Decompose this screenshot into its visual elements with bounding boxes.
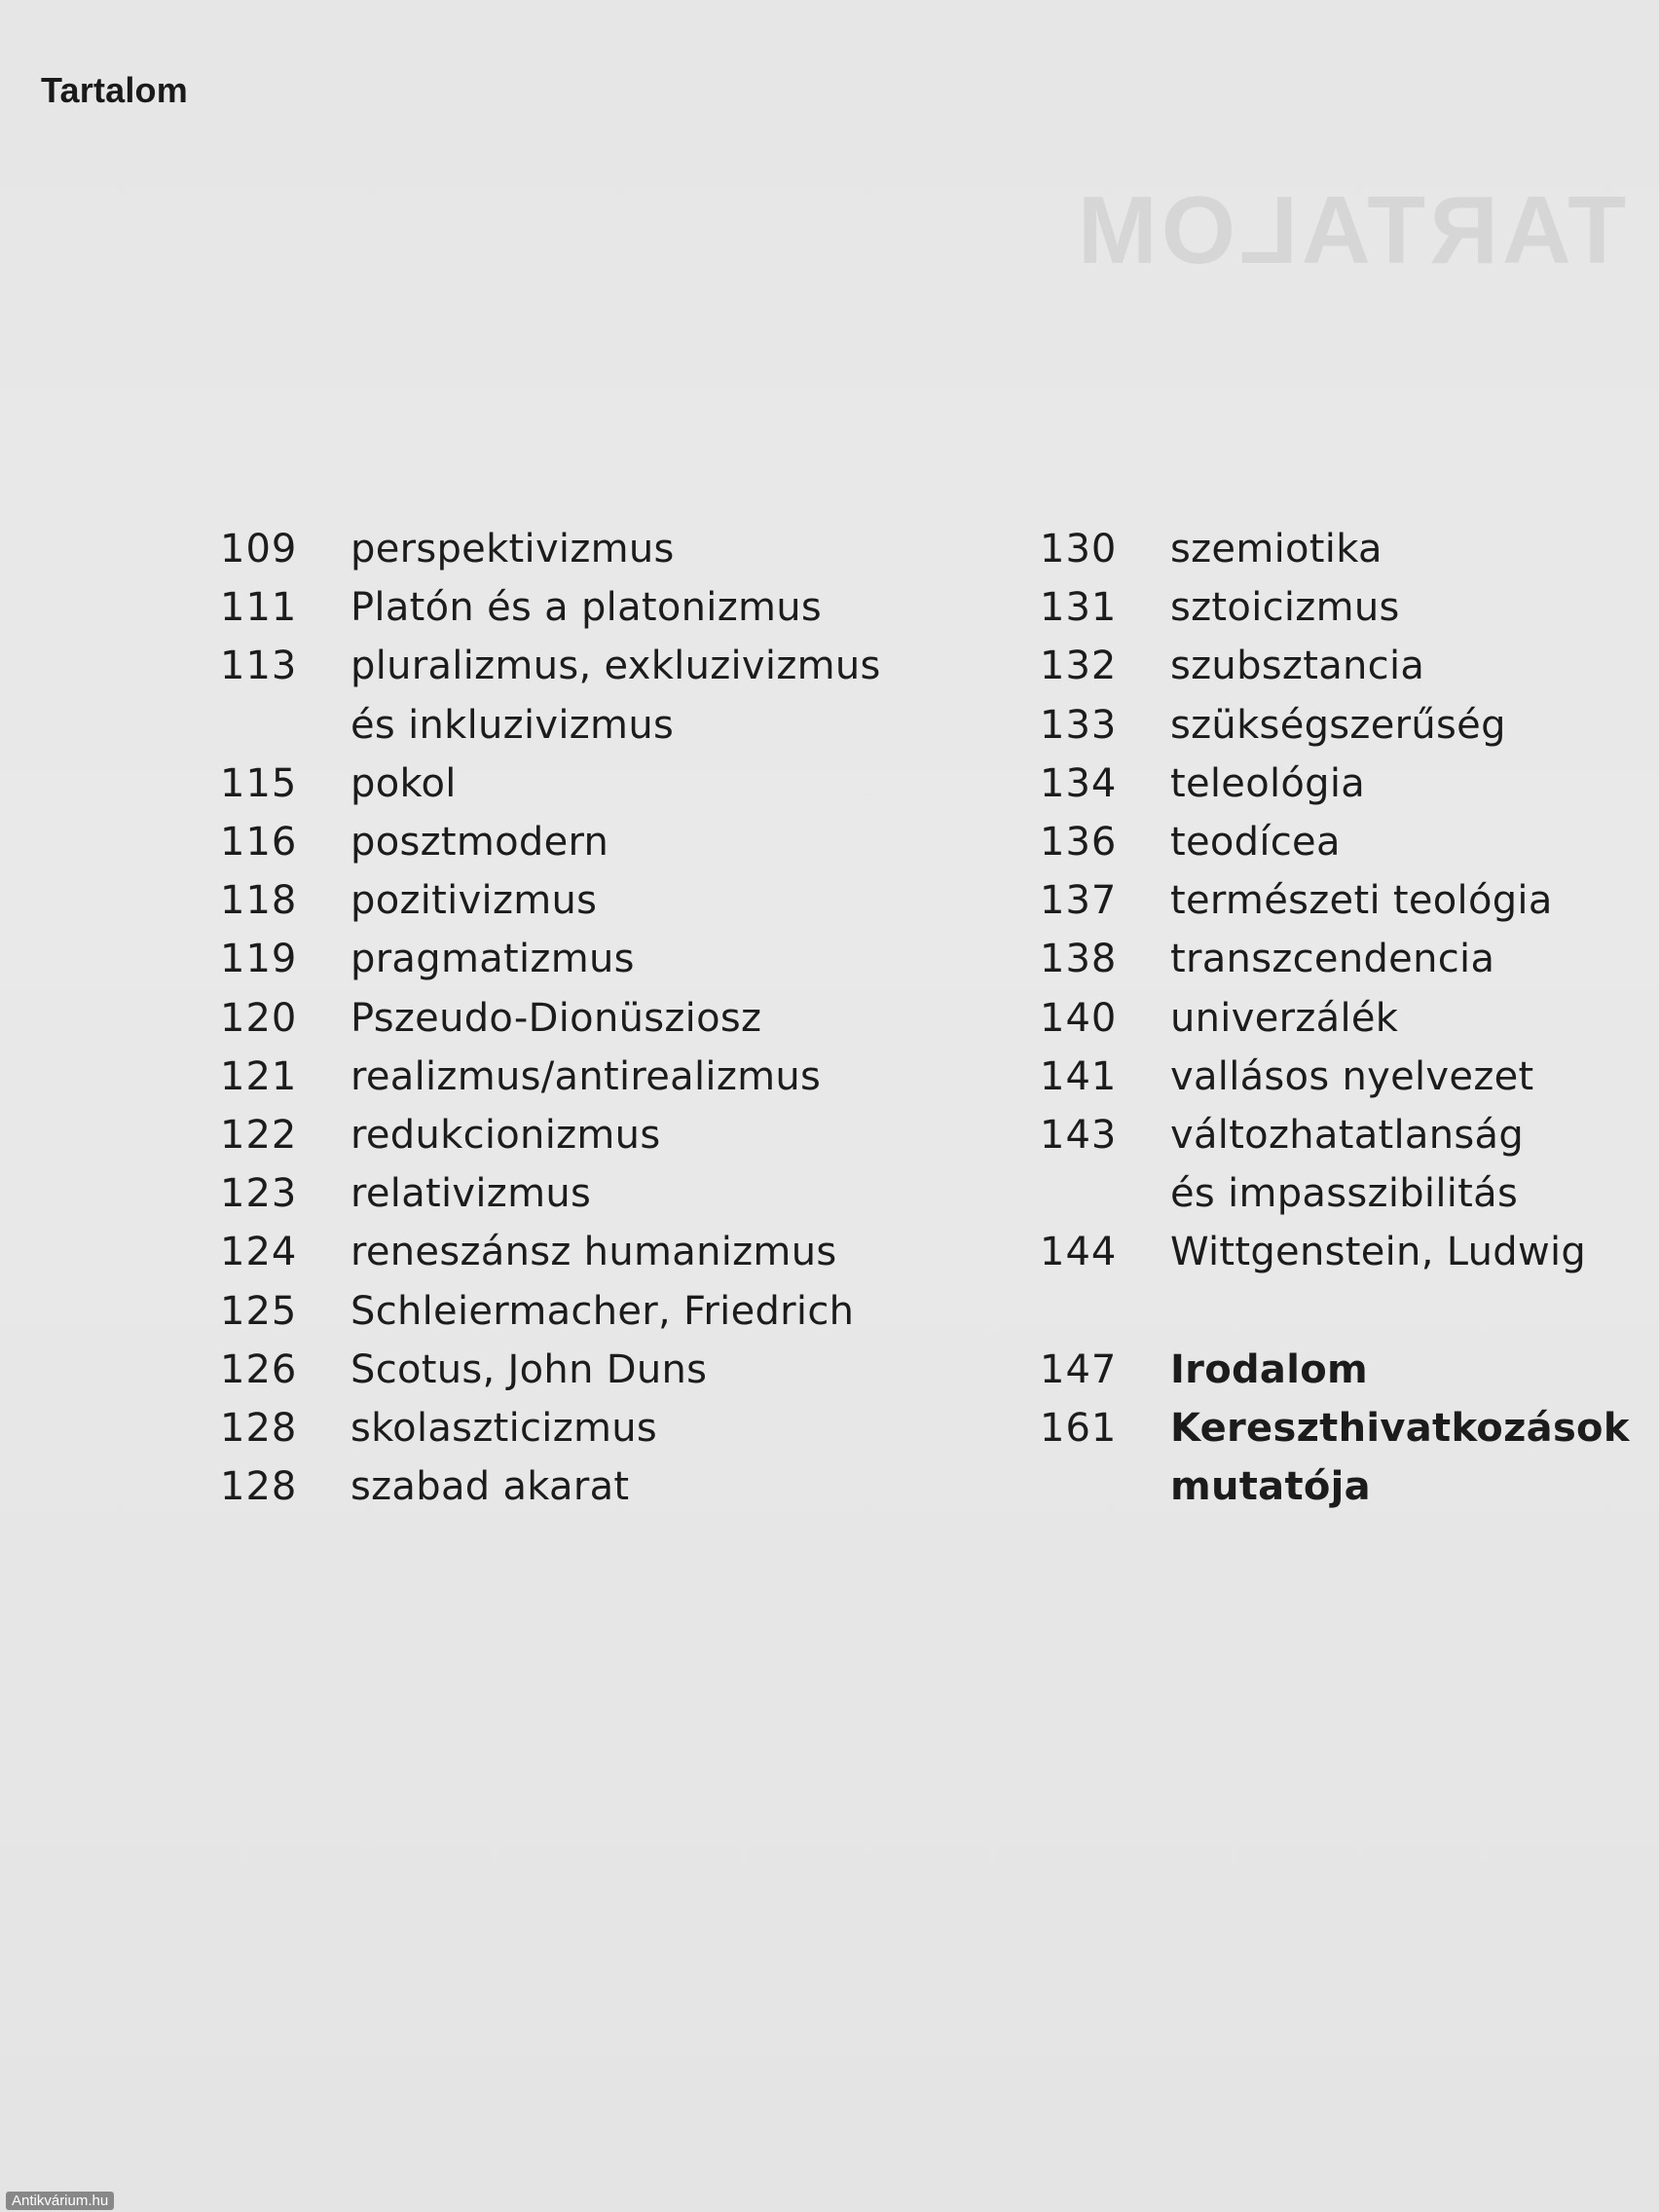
toc-entry [220, 1048, 902, 1106]
toc-entry [1040, 578, 1643, 637]
toc-entry [1040, 1106, 1643, 1223]
toc-entry [1040, 696, 1643, 755]
toc-title [350, 1106, 902, 1164]
toc-page-number: 125 [220, 1288, 298, 1334]
toc-title-line: skolaszticizmus [350, 1406, 658, 1452]
toc-title-line: Platón és a platonizmus [350, 585, 823, 631]
toc-title-line: teodícea [1170, 820, 1341, 866]
toc-page-number: 136 [1040, 820, 1118, 866]
toc-title [350, 578, 902, 637]
toc-title [350, 871, 902, 930]
toc-entry [220, 813, 902, 871]
toc-title-line: mutatója [1170, 1464, 1371, 1510]
toc-page-number: 122 [220, 1113, 298, 1159]
toc-entry [1040, 1223, 1643, 1281]
toc-title-line: pragmatizmus [350, 937, 635, 982]
toc-page-number: 140 [1040, 995, 1118, 1041]
toc-page-number: 128 [220, 1464, 298, 1510]
toc-title [350, 520, 902, 578]
toc-column-left [220, 520, 902, 1516]
toc-page-number: 134 [1040, 760, 1118, 806]
toc-page-number: 109 [220, 527, 298, 571]
toc-page-number: 120 [220, 995, 298, 1041]
toc-title [350, 1399, 902, 1457]
toc-entry [220, 871, 902, 930]
toc-entry [1040, 813, 1643, 871]
toc-page-number: 143 [1040, 1113, 1118, 1159]
toc-page-number: 111 [220, 585, 298, 631]
toc-title [1170, 1048, 1643, 1106]
toc-title-line: természeti teológia [1170, 878, 1553, 924]
toc-page-number: 144 [1040, 1230, 1118, 1275]
toc-entry [1040, 755, 1643, 813]
toc-entry [1040, 930, 1643, 988]
toc-title [350, 930, 902, 988]
toc-title [350, 1223, 902, 1281]
toc-title [1170, 871, 1643, 930]
toc-entry [1040, 1399, 1643, 1516]
toc-title-line: Irodalom [1170, 1346, 1368, 1392]
bleed-through-title: TARTALOM [1073, 176, 1626, 283]
toc-title-line: szubsztancia [1170, 644, 1425, 689]
toc-title-line: és impasszibilitás [1170, 1171, 1519, 1217]
toc-page-number: 147 [1040, 1346, 1118, 1392]
toc-page-number: 141 [1040, 1053, 1118, 1099]
toc-entry [220, 1223, 902, 1281]
toc-page-number: 128 [220, 1406, 298, 1452]
toc-entry [220, 520, 902, 578]
toc-entry [1040, 637, 1643, 695]
toc-title-line: transzcendencia [1170, 937, 1495, 982]
toc-entry [220, 1106, 902, 1164]
toc-entry [1040, 520, 1643, 578]
toc-title [350, 989, 902, 1048]
toc-title [1170, 755, 1643, 813]
toc-entry [220, 1164, 902, 1223]
toc-title-line: Pszeudo-Dionüsziosz [350, 995, 762, 1041]
toc-page-number: 116 [220, 820, 298, 866]
toc-title-line: szabad akarat [350, 1464, 630, 1510]
toc-title [1170, 637, 1643, 695]
toc-page-number: 121 [220, 1053, 298, 1099]
toc-title-line: realizmus/antirealizmus [350, 1053, 822, 1099]
toc-title [1170, 578, 1643, 637]
toc-title [1170, 1341, 1643, 1399]
toc-entry [220, 1457, 902, 1516]
toc-page-number: 132 [1040, 644, 1118, 689]
toc-title-line: Kereszthivatkozások [1170, 1406, 1630, 1452]
toc-title-line: posztmodern [350, 820, 609, 866]
toc-page-number: 124 [220, 1230, 298, 1275]
toc-title-line: redukcionizmus [350, 1113, 661, 1159]
toc-entry [220, 1399, 902, 1457]
toc-entry [1040, 1048, 1643, 1106]
toc-title [350, 1048, 902, 1106]
toc-title [1170, 1399, 1643, 1516]
toc-title [350, 1457, 902, 1516]
toc-title-line: szemiotika [1170, 527, 1382, 571]
toc-entry [1040, 989, 1643, 1048]
toc-title-line: univerzálék [1170, 995, 1399, 1041]
toc-title [350, 1164, 902, 1223]
toc-title-line: Schleiermacher, Friedrich [350, 1288, 855, 1334]
toc-title-line: szükségszerűség [1170, 702, 1506, 748]
toc-title [1170, 1223, 1643, 1281]
toc-page-number: 161 [1040, 1406, 1118, 1452]
toc-title-line: Wittgenstein, Ludwig [1170, 1230, 1587, 1275]
toc-title-line: pluralizmus, exkluzivizmus [350, 644, 881, 689]
toc-page-number: 133 [1040, 702, 1118, 748]
watermark: Antikvárium.hu [6, 2192, 114, 2210]
toc-entry [220, 578, 902, 637]
toc-title-line: Scotus, John Duns [350, 1346, 708, 1392]
toc-title [1170, 1106, 1643, 1223]
toc-page-number: 138 [1040, 937, 1118, 982]
toc-title [1170, 989, 1643, 1048]
toc-entry [220, 1341, 902, 1399]
toc-column-right [1040, 520, 1643, 1516]
toc-entry [220, 989, 902, 1048]
toc-page-number: 113 [220, 644, 298, 689]
toc-page-number: 115 [220, 760, 298, 806]
toc-page-number: 137 [1040, 878, 1118, 924]
toc-title [350, 755, 902, 813]
toc-page-number: 131 [1040, 585, 1118, 631]
toc-page-number: 130 [1040, 527, 1118, 571]
toc-title-line: pozitivizmus [350, 878, 598, 924]
toc-entry [220, 755, 902, 813]
toc-title [1170, 520, 1643, 578]
toc-entry [220, 930, 902, 988]
toc-entry [1040, 871, 1643, 930]
toc-entry [1040, 1341, 1643, 1399]
toc-entry [220, 1282, 902, 1341]
toc-page-number: 126 [220, 1346, 298, 1392]
toc-title-line: és inkluzivizmus [350, 702, 675, 748]
toc-title [1170, 930, 1643, 988]
toc-title [350, 1282, 902, 1341]
toc-page-number: 123 [220, 1171, 298, 1217]
toc-title-line: perspektivizmus [350, 527, 675, 571]
running-head: Tartalom [41, 70, 188, 110]
toc-title-line: reneszánsz humanizmus [350, 1230, 837, 1275]
toc-title [1170, 813, 1643, 871]
toc-title [350, 1341, 902, 1399]
toc-title-line: relativizmus [350, 1171, 592, 1217]
toc-title-line: teleológia [1170, 760, 1366, 806]
toc-title [350, 813, 902, 871]
toc-title [1170, 696, 1643, 755]
toc-page-number: 118 [220, 878, 298, 924]
toc-title-line: pokol [350, 760, 457, 806]
toc-title [350, 637, 902, 754]
toc-entry [220, 637, 902, 754]
toc-title-line: sztoicizmus [1170, 585, 1400, 631]
toc-title-line: vallásos nyelvezet [1170, 1053, 1534, 1099]
toc-page-number: 119 [220, 937, 298, 982]
toc-title-line: változhatatlanság [1170, 1113, 1525, 1159]
